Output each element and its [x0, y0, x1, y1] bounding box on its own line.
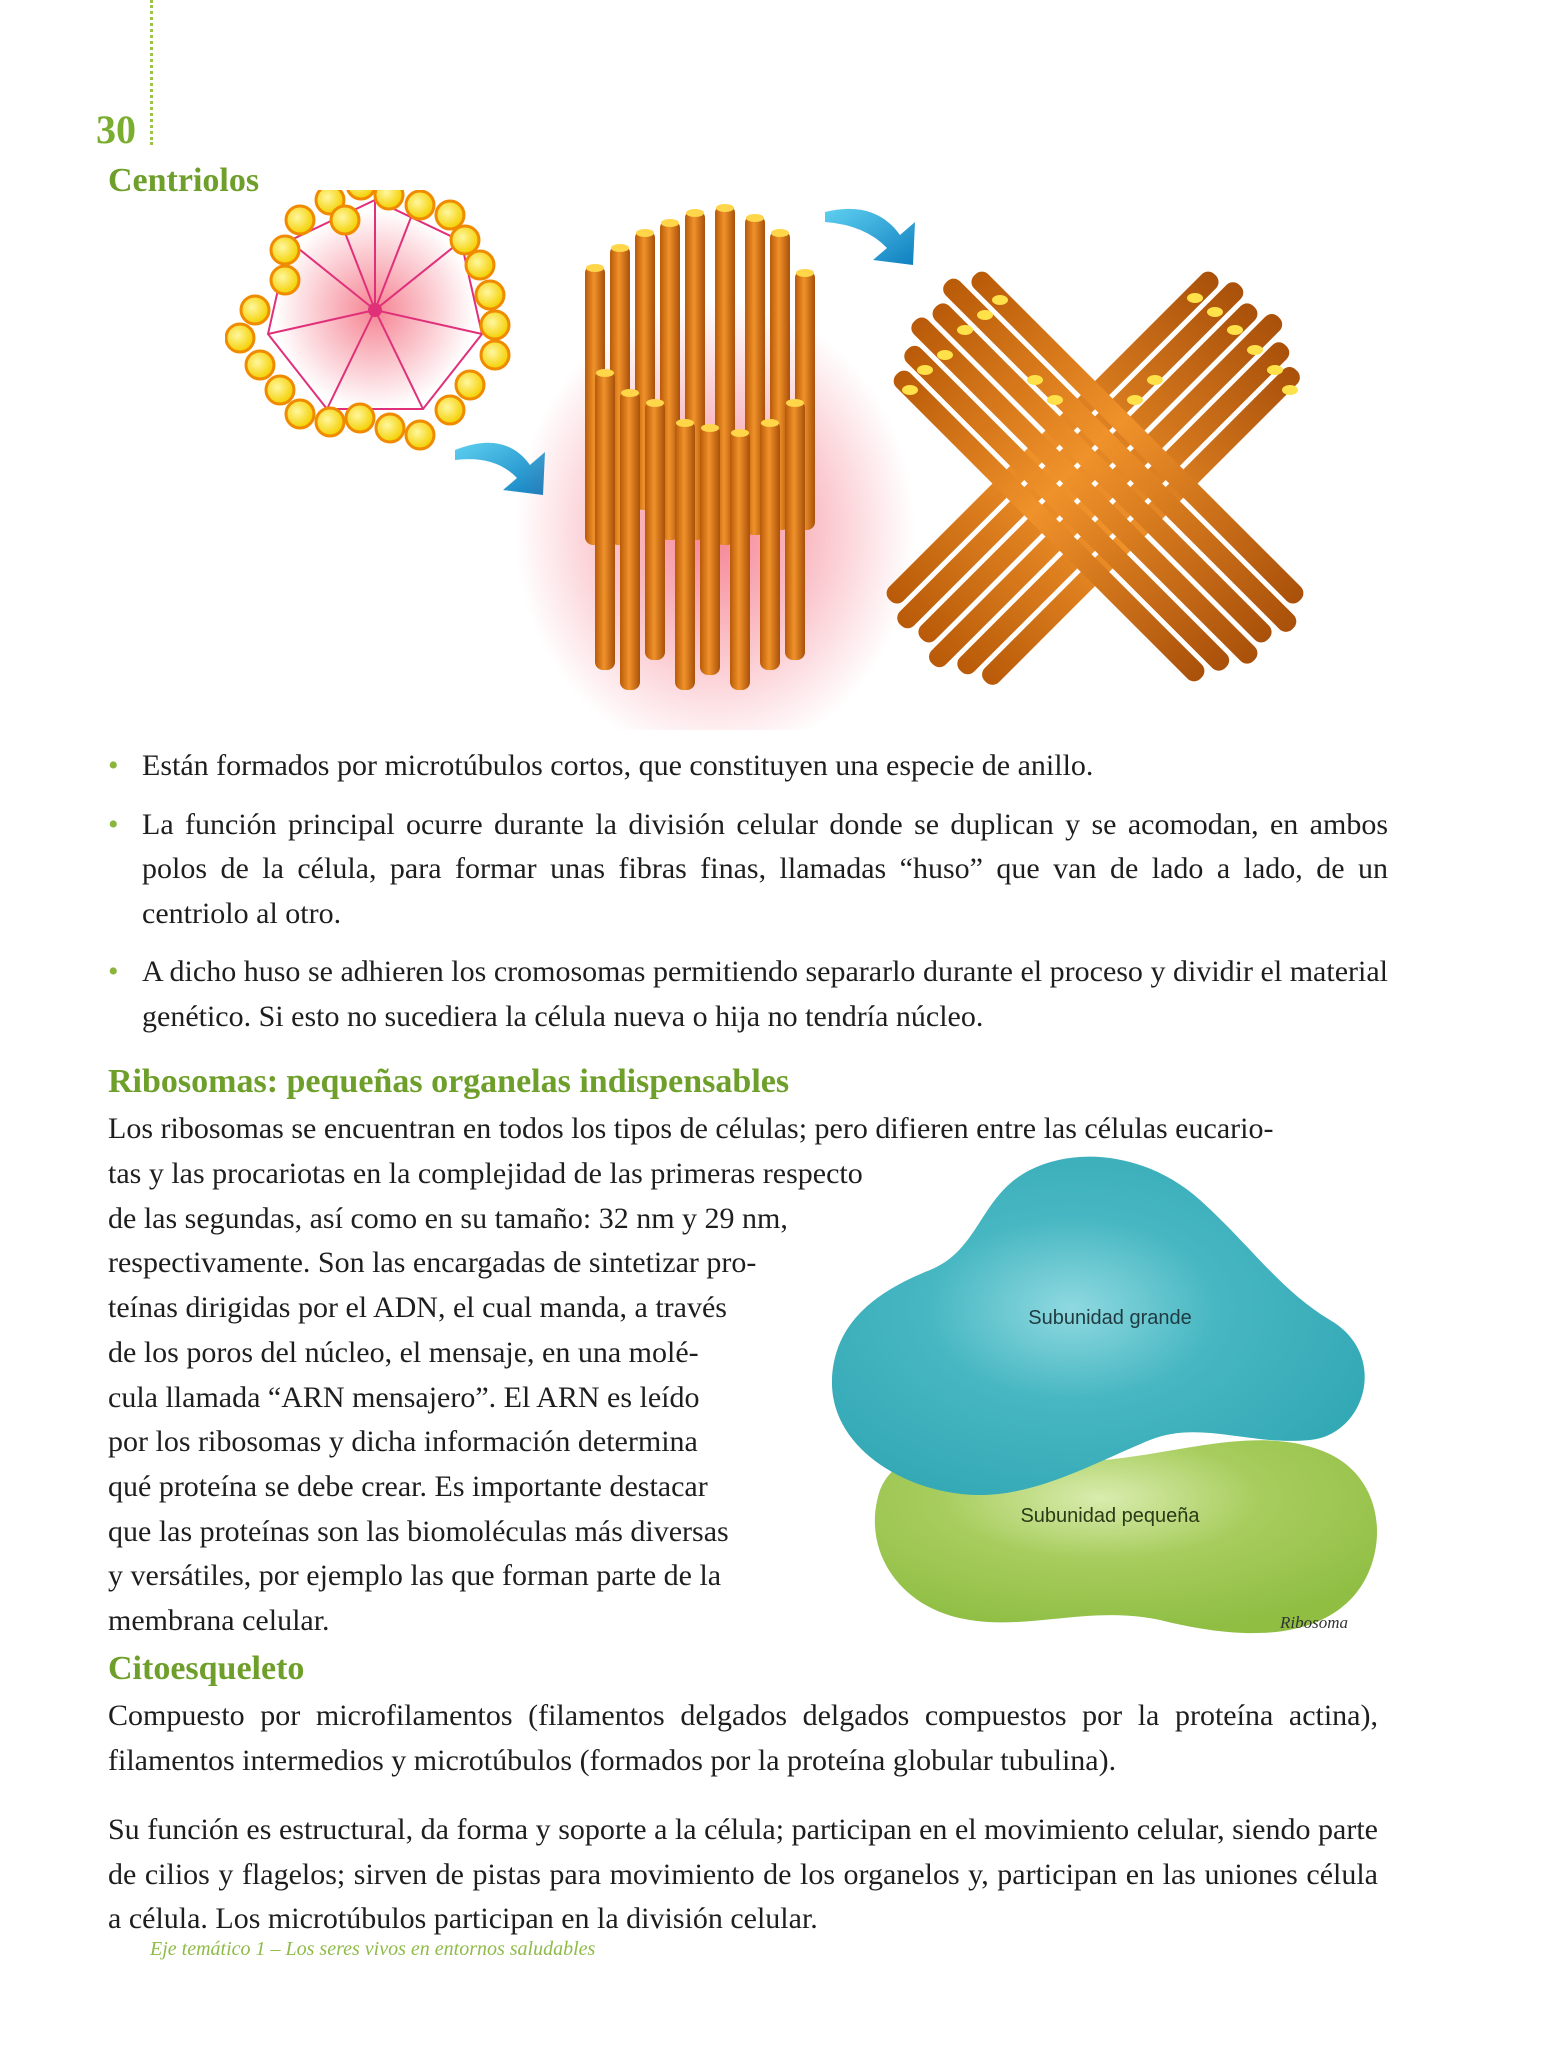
text-line: qué proteína se debe crear. Es importante destacar — [108, 1469, 708, 1503]
text-line: cula llamada “ARN mensajero”. El ARN es leído — [108, 1380, 700, 1414]
small-subunit-label: Subunidad pequeña — [1020, 1505, 1200, 1527]
text-line: respectivamente. Son las encargadas de sintetizar pro- — [108, 1246, 757, 1280]
arrow-icon — [825, 209, 915, 265]
text-line: de los poros del núcleo, el mensaje, en una molé- — [108, 1335, 699, 1369]
centriole-illustration — [225, 190, 1335, 730]
centriole-cross-section — [226, 190, 509, 449]
text-line: que las proteínas son las biomoléculas más diversas — [108, 1514, 729, 1548]
ribosomas-paragraph-first-line: Los ribosomas se encuentran en todos los tipos de células; pero difieren entre las células eucario- — [108, 1112, 1274, 1145]
centrioles-crossed — [869, 257, 1322, 706]
heading-citoesqueleto: Citoesqueleto — [108, 1650, 305, 1687]
bullet-text: A dicho huso se adhieren los cromosomas permitiendo separarlo durante el proceso y dividir el material genético. Si esto no sucediera la célula nueva o hija no tendría núcleo. — [142, 955, 1388, 1033]
heading-ribosomas: Ribosomas: pequeñas organelas indispensables — [108, 1063, 790, 1100]
bullet-text: Están formados por microtúbulos cortos, que constituyen una especie de anillo. — [142, 749, 1094, 782]
centriole-vertical — [515, 204, 915, 730]
page-footer: Eje temático 1 – Los seres vivos en entornos saludables — [150, 1938, 596, 1960]
citoesqueleto-paragraph-1: Compuesto por microfilamentos (filamentos delgados delgados compuestos por la proteína actina), filamentos intermedios y microtúbulos (formados por la proteína globular tubulina). — [108, 1699, 1378, 1777]
text-line: tas y las procariotas en la complejidad de las primeras respecto — [108, 1157, 863, 1190]
ribosomas-paragraph — [108, 1152, 863, 1644]
bullet-text: La función principal ocurre durante la división celular donde se duplican y se acomodan, en ambos polos de la célula, para formar unas fibras finas, llamadas “huso” que van de lado a lado, de un centriolo al otro. — [142, 807, 1388, 930]
text-line: de las segundas, así como en su tamaño: 32 nm y 29 nm, — [108, 1201, 788, 1235]
centriolos-bullet-list — [108, 744, 1388, 1053]
figure-caption: Ribosoma — [1280, 1613, 1348, 1632]
text-line: por los ribosomas y dicha información determina — [108, 1425, 698, 1459]
text-line: teínas dirigidas por el ADN, el cual manda, a través — [108, 1291, 727, 1325]
list-item: • La función principal ocurre durante la división celular donde se duplican y se acomodan, en ambos polos de la célula, para formar unas fibras finas, llamadas “huso” que van de lado a lado, de un centriolo al otro. — [108, 807, 1388, 930]
list-item: • A dicho huso se adhieren los cromosomas permitiendo separarlo durante el proceso y dividir el material genético. Si esto no sucediera la célula nueva o hija no tendría núcleo. — [108, 955, 1388, 1033]
page-margin-rule — [150, 0, 153, 145]
ribosome-illustration — [820, 1150, 1400, 1660]
list-item: • Están formados por microtúbulos cortos, que constituyen una especie de anillo. — [108, 749, 1094, 782]
citoesqueleto-paragraph-2: Su función es estructural, da forma y soporte a la célula; participan en el movimiento celular, siendo parte de cilios y flagelos; sirven de pistas para movimiento de los organelos y, participan en las uniones célula a célula. Los microtúbulos participan en la división celular. — [108, 1813, 1378, 1935]
heading-centriolos: Centriolos — [108, 162, 260, 199]
page-number: 30 — [96, 107, 136, 152]
text-line: y versátiles, por ejemplo las que forman parte de la — [108, 1559, 722, 1593]
text-line: membrana celular. — [108, 1604, 330, 1638]
large-subunit-label: Subunidad grande — [1028, 1307, 1192, 1329]
